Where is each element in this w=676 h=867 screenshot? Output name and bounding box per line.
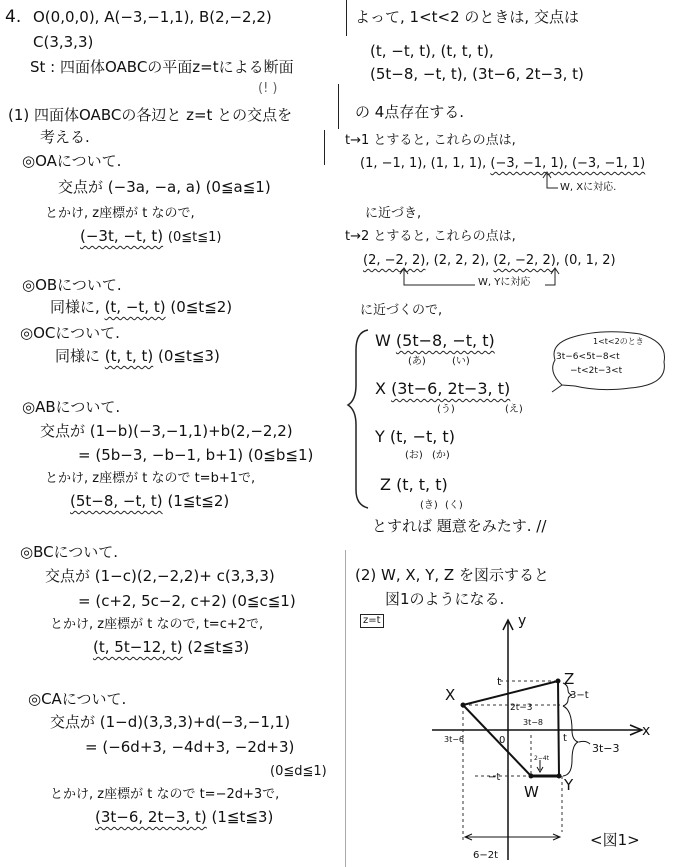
ob-prefix: 同様に, [50,298,100,316]
part2-left-border [345,550,346,867]
oc-title: ◎OCについて. [20,324,120,342]
label-t-y: t [497,675,502,688]
bc-result-range: (2≦t≦3) [187,638,250,656]
points-line-1: O(0,0,0), A(−3,−1,1), B(2,−2,2) [33,8,272,26]
point-x-label: X [375,379,386,398]
t-to-2-point-4: , (0, 1, 2) [555,253,616,268]
column-divider-mid [338,84,339,129]
oa-result [80,227,221,247]
z-mark-ku: (く) [445,500,463,511]
ab-title: ◎ABについて. [22,398,121,416]
bc-result-coords: (t, 5t−12, t) [93,638,183,656]
ca-line-2: = (−6d+3, −4d+3, −2d+3) [85,738,295,756]
ob-result-range: (0≦t≦2) [170,298,233,316]
approach-1: に近づき, [365,206,422,221]
oc-result-range: (0≦t≦3) [158,347,220,365]
label-3t-3: 3t−3 [592,742,620,755]
bracket-divider [324,130,325,165]
ca-line-4: とかけ, z座標が t なので t=−2d+3で, [50,787,280,802]
label-minus-t: −t [488,772,501,783]
paren-note: (! ) [258,81,278,96]
x-mark-u: (う) [437,404,455,415]
section-definition: St : 四面体OABCの平面z=tによる断面 [30,58,294,76]
point-w-label: W [375,331,391,350]
bubble-line-2: 3t−6<5t−8<t [556,352,620,362]
ca-title: ◎CAについて. [28,690,127,708]
w-mark-a: (あ) [408,356,426,367]
point-w-fig-label: W [524,783,539,801]
ob-line [50,298,232,316]
x-mark-e: (え) [505,404,523,415]
part1-heading: (1) 四面体OABCの各辺と z=t との交点を [8,106,293,124]
part2-line-1: (2) W, X, Y, Z を図示すると [355,566,549,584]
ab-line-3: とかけ, z座標が t なので t=b+1で, [45,471,256,486]
ca-line-1: 交点が (1−d)(3,3,3)+d(−3,−1,1) [50,713,291,731]
t-to-2-point-3: (2, −2, 2) [493,253,556,268]
t-to-2-point-1: (2, −2, 2) [363,253,426,268]
point-y-fig-label: Y [564,776,574,794]
oc-line [55,347,220,365]
conclusion: とすれば 題意をみたす. // [372,517,547,535]
bc-result [93,638,249,656]
label-3-minus-t: 3−t [570,690,589,701]
bubble-line-3: −t<2t−3<t [570,366,623,376]
summary-line-1: よって, 1<t<2 のときは, 交点は [355,8,579,26]
problem-number: 4. [5,7,22,27]
w-mark-i: (い) [452,356,470,367]
label-6-2t: 6−2t [473,850,499,861]
origin-label: 0 [499,735,506,746]
y-mark-ka: (か) [432,450,450,461]
bubble-line-1: 1<t<2のとき [593,337,644,346]
ob-result-coords: (t, −t, t) [104,298,166,316]
ab-line-2: = (5b−3, −b−1, b+1) (0≦b≦1) [78,446,314,464]
t-to-2-intro: t→2 とすると, これらの点は, [345,229,516,244]
ab-line-1: 交点が (1−b)(−3,−1,1)+b(2,−2,2) [40,422,293,440]
x-axis-label: x [642,723,651,739]
point-x-fig-label: X [445,686,456,704]
point-x-row [375,380,510,398]
label-3t-6: 3t−6 [444,735,465,744]
point-z-fig-label: Z [564,670,575,688]
point-y-row [375,428,455,446]
oa-result-range: (0≦t≦1) [167,230,222,245]
ca-line-3: (0≦d≦1) [270,764,327,779]
point-y-coords: (t, −t, t) [389,427,455,446]
bc-line-1: 交点が (1−c)(2,−2,2)+ c(3,3,3) [45,567,275,585]
bc-line-3: とかけ, z座標が t なので, t=c+2で, [50,617,264,632]
approach-2: に近づくので, [360,303,443,318]
bc-line-2: = (c+2, 5c−2, c+2) (0≦c≦1) [78,592,296,610]
t-to-1-points-plain: (1, −1, 1), (1, 1, 1), [360,156,487,171]
wy-correspondence-note: W, Yに対応 [478,277,531,288]
part1-heading-2: 考える. [40,128,90,146]
t-to-1-points [360,155,645,173]
label-t-x: t [563,733,567,744]
ab-result [70,492,229,510]
part2-line-2: 図1のようになる. [385,590,505,608]
ca-result-range: (1≦t≦3) [211,808,274,826]
point-w-row [375,332,495,350]
point-z-coords: (t, t, t) [396,475,448,494]
t-to-2-point-2: , (2, 2, 2), [425,253,494,268]
oc-prefix: 同様に [55,347,101,365]
t-to-1-intro: t→1 とすると, これらの点は, [345,133,516,148]
t-to-1-points-wavy: (−3, −1, 1), (−3, −1, 1) [490,156,646,171]
bc-title: ◎BCについて. [20,543,119,561]
plane-label-z-equals-t: z=t [360,614,384,628]
oa-line-1: 交点が (−3a, −a, a) (0≦a≦1) [58,178,271,196]
label-2t-3: 2t−3 [510,703,533,713]
y-mark-o: (お) [405,450,423,461]
z-mark-ki: (き) [420,500,438,511]
summary-line-2: (t, −t, t), (t, t, t), [370,42,494,60]
summary-line-3: (5t−8, −t, t), (3t−6, 2t−3, t) [370,65,584,83]
label-3t-8: 3t−8 [523,718,544,727]
label-2-4t: 2−4t [534,755,550,762]
oa-result-coords: (−3t, −t, t) [80,227,164,245]
point-w-coords: (5t−8, −t, t) [395,331,495,350]
point-x-coords: (3t−6, 2t−3, t) [391,379,511,398]
oc-result-coords: (t, t, t) [104,347,154,365]
ob-title: ◎OBについて. [22,276,122,294]
point-z-row [380,476,448,494]
wx-correspondence-note: W, Xに対応. [560,182,617,193]
oa-line-2: とかけ, z座標が t なので, [45,206,195,221]
column-divider-top [346,0,347,36]
ab-result-range: (1≦t≦2) [167,492,230,510]
oa-title: ◎OAについて. [22,152,122,170]
y-axis-label: y [518,613,527,629]
ab-result-coords: (5t−8, −t, t) [70,492,163,510]
t-to-2-points [363,252,616,270]
figure-caption: <図1> [590,831,640,849]
ca-result [95,808,273,826]
point-z-label: Z [380,475,391,494]
point-y-label: Y [375,427,385,446]
summary-line-4: の 4点存在する. [355,103,465,121]
points-line-2: C(3,3,3) [33,33,94,51]
ca-result-coords: (3t−6, 2t−3, t) [95,808,207,826]
